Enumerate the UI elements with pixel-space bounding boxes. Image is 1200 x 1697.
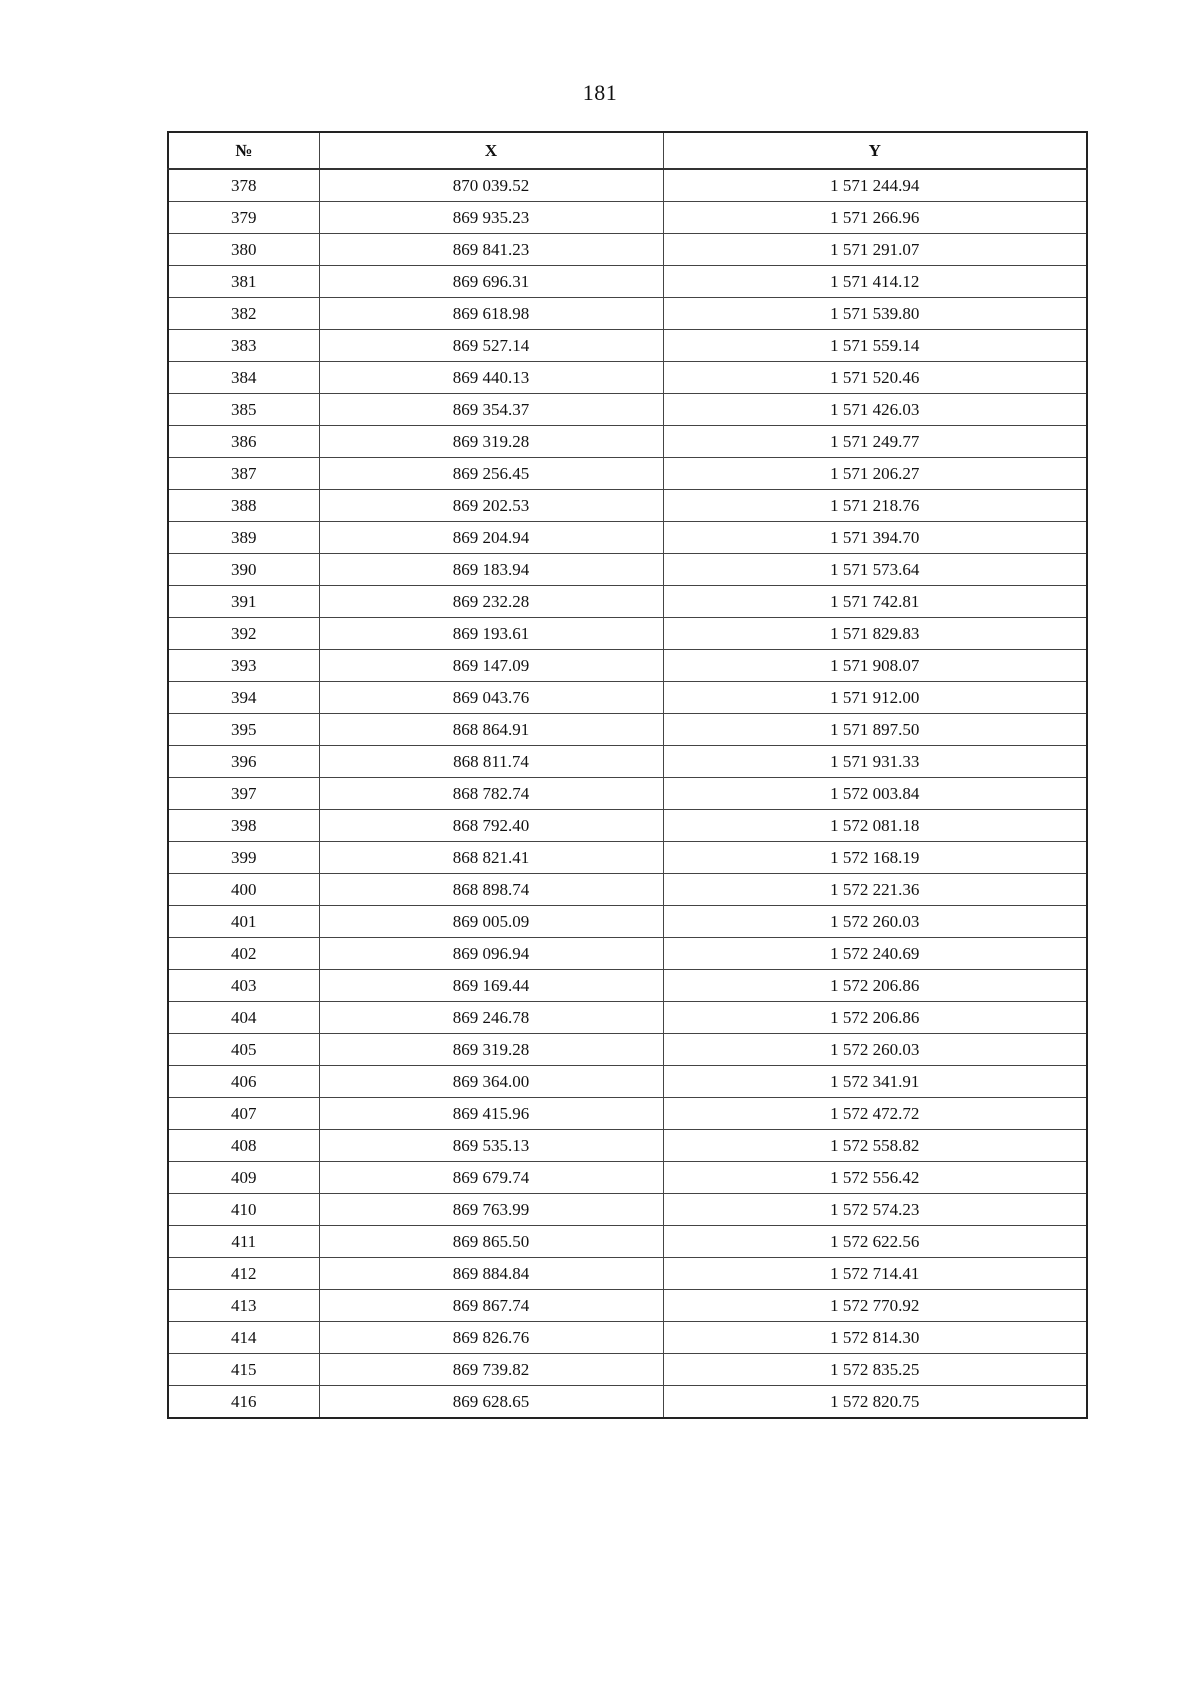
y-cell: 1 572 240.69 <box>663 938 1087 970</box>
x-cell: 869 204.94 <box>319 522 663 554</box>
row-number-cell: 408 <box>168 1130 319 1162</box>
y-cell: 1 571 908.07 <box>663 650 1087 682</box>
x-cell: 869 935.23 <box>319 202 663 234</box>
column-header-x: X <box>319 132 663 169</box>
x-cell: 869 440.13 <box>319 362 663 394</box>
table-row <box>168 1002 1087 1034</box>
row-number-cell: 396 <box>168 746 319 778</box>
table-row <box>168 1226 1087 1258</box>
table-row <box>168 1290 1087 1322</box>
y-cell: 1 572 206.86 <box>663 970 1087 1002</box>
row-number-cell: 413 <box>168 1290 319 1322</box>
x-cell: 869 096.94 <box>319 938 663 970</box>
x-cell: 868 864.91 <box>319 714 663 746</box>
table-row <box>168 650 1087 682</box>
y-cell: 1 572 770.92 <box>663 1290 1087 1322</box>
row-number-cell: 397 <box>168 778 319 810</box>
table-row <box>168 202 1087 234</box>
x-cell: 869 319.28 <box>319 1034 663 1066</box>
row-number-cell: 401 <box>168 906 319 938</box>
x-cell: 869 415.96 <box>319 1098 663 1130</box>
x-cell: 869 826.76 <box>319 1322 663 1354</box>
y-cell: 1 571 291.07 <box>663 234 1087 266</box>
row-number-cell: 411 <box>168 1226 319 1258</box>
page-number: 181 <box>582 80 618 105</box>
table-row <box>168 458 1087 490</box>
table-body <box>168 169 1087 1418</box>
y-cell: 1 572 472.72 <box>663 1098 1087 1130</box>
x-cell: 869 193.61 <box>319 618 663 650</box>
row-number-cell: 380 <box>168 234 319 266</box>
x-cell: 869 202.53 <box>319 490 663 522</box>
row-number-cell: 398 <box>168 810 319 842</box>
x-cell: 869 618.98 <box>319 298 663 330</box>
x-cell: 869 527.14 <box>319 330 663 362</box>
x-cell: 868 811.74 <box>319 746 663 778</box>
x-cell: 869 246.78 <box>319 1002 663 1034</box>
row-number-cell: 381 <box>168 266 319 298</box>
table-row <box>168 618 1087 650</box>
coordinate-table <box>167 131 1088 1419</box>
y-cell: 1 571 266.96 <box>663 202 1087 234</box>
x-cell: 869 256.45 <box>319 458 663 490</box>
table-row <box>168 1098 1087 1130</box>
y-cell: 1 572 574.23 <box>663 1194 1087 1226</box>
y-cell: 1 571 573.64 <box>663 554 1087 586</box>
y-cell: 1 572 341.91 <box>663 1066 1087 1098</box>
x-cell: 869 183.94 <box>319 554 663 586</box>
table-row <box>168 522 1087 554</box>
table-row <box>168 778 1087 810</box>
table-row <box>168 1130 1087 1162</box>
x-cell: 868 821.41 <box>319 842 663 874</box>
y-cell: 1 572 814.30 <box>663 1322 1087 1354</box>
y-cell: 1 572 168.19 <box>663 842 1087 874</box>
x-cell: 869 354.37 <box>319 394 663 426</box>
table-row <box>168 1194 1087 1226</box>
x-cell: 869 535.13 <box>319 1130 663 1162</box>
row-number-cell: 382 <box>168 298 319 330</box>
column-header-y: Y <box>663 132 1087 169</box>
row-number-cell: 415 <box>168 1354 319 1386</box>
table-row <box>168 714 1087 746</box>
y-cell: 1 571 414.12 <box>663 266 1087 298</box>
table-row <box>168 1322 1087 1354</box>
row-number-cell: 416 <box>168 1386 319 1419</box>
y-cell: 1 572 221.36 <box>663 874 1087 906</box>
x-cell: 869 884.84 <box>319 1258 663 1290</box>
row-number-cell: 402 <box>168 938 319 970</box>
row-number-cell: 389 <box>168 522 319 554</box>
table-row <box>168 1034 1087 1066</box>
y-cell: 1 572 260.03 <box>663 906 1087 938</box>
row-number-cell: 388 <box>168 490 319 522</box>
table-row <box>168 298 1087 330</box>
table-row <box>168 266 1087 298</box>
y-cell: 1 572 206.86 <box>663 1002 1087 1034</box>
y-cell: 1 572 835.25 <box>663 1354 1087 1386</box>
y-cell: 1 572 558.82 <box>663 1130 1087 1162</box>
x-cell: 869 739.82 <box>319 1354 663 1386</box>
y-cell: 1 571 249.77 <box>663 426 1087 458</box>
y-cell: 1 571 829.83 <box>663 618 1087 650</box>
table-row <box>168 490 1087 522</box>
table-row <box>168 938 1087 970</box>
row-number-cell: 407 <box>168 1098 319 1130</box>
row-number-cell: 392 <box>168 618 319 650</box>
table-row <box>168 586 1087 618</box>
y-cell: 1 571 206.27 <box>663 458 1087 490</box>
y-cell: 1 572 820.75 <box>663 1386 1087 1419</box>
x-cell: 870 039.52 <box>319 169 663 202</box>
x-cell: 868 792.40 <box>319 810 663 842</box>
x-cell: 869 867.74 <box>319 1290 663 1322</box>
table-row <box>168 1066 1087 1098</box>
table-row <box>168 682 1087 714</box>
table-row <box>168 1258 1087 1290</box>
column-header-number: № <box>168 132 319 169</box>
table-header-row <box>168 132 1087 169</box>
table-row <box>168 970 1087 1002</box>
y-cell: 1 571 742.81 <box>663 586 1087 618</box>
row-number-cell: 403 <box>168 970 319 1002</box>
table-row <box>168 362 1087 394</box>
y-cell: 1 571 218.76 <box>663 490 1087 522</box>
row-number-cell: 384 <box>168 362 319 394</box>
table-row <box>168 810 1087 842</box>
y-cell: 1 571 539.80 <box>663 298 1087 330</box>
y-cell: 1 572 003.84 <box>663 778 1087 810</box>
x-cell: 869 232.28 <box>319 586 663 618</box>
table-row <box>168 426 1087 458</box>
x-cell: 869 169.44 <box>319 970 663 1002</box>
row-number-cell: 391 <box>168 586 319 618</box>
table-row <box>168 1354 1087 1386</box>
x-cell: 869 043.76 <box>319 682 663 714</box>
y-cell: 1 572 081.18 <box>663 810 1087 842</box>
row-number-cell: 409 <box>168 1162 319 1194</box>
table-row <box>168 1162 1087 1194</box>
y-cell: 1 571 520.46 <box>663 362 1087 394</box>
x-cell: 869 865.50 <box>319 1226 663 1258</box>
y-cell: 1 571 931.33 <box>663 746 1087 778</box>
row-number-cell: 379 <box>168 202 319 234</box>
y-cell: 1 572 714.41 <box>663 1258 1087 1290</box>
row-number-cell: 395 <box>168 714 319 746</box>
row-number-cell: 404 <box>168 1002 319 1034</box>
row-number-cell: 387 <box>168 458 319 490</box>
y-cell: 1 571 394.70 <box>663 522 1087 554</box>
row-number-cell: 378 <box>168 169 319 202</box>
x-cell: 869 763.99 <box>319 1194 663 1226</box>
x-cell: 869 319.28 <box>319 426 663 458</box>
y-cell: 1 571 559.14 <box>663 330 1087 362</box>
x-cell: 868 898.74 <box>319 874 663 906</box>
table-row <box>168 330 1087 362</box>
x-cell: 869 679.74 <box>319 1162 663 1194</box>
table-row <box>168 234 1087 266</box>
x-cell: 868 782.74 <box>319 778 663 810</box>
row-number-cell: 406 <box>168 1066 319 1098</box>
row-number-cell: 393 <box>168 650 319 682</box>
table-row <box>168 906 1087 938</box>
table-row <box>168 746 1087 778</box>
table-row <box>168 842 1087 874</box>
row-number-cell: 414 <box>168 1322 319 1354</box>
y-cell: 1 571 426.03 <box>663 394 1087 426</box>
x-cell: 869 696.31 <box>319 266 663 298</box>
row-number-cell: 405 <box>168 1034 319 1066</box>
row-number-cell: 390 <box>168 554 319 586</box>
y-cell: 1 572 622.56 <box>663 1226 1087 1258</box>
row-number-cell: 383 <box>168 330 319 362</box>
row-number-cell: 400 <box>168 874 319 906</box>
row-number-cell: 399 <box>168 842 319 874</box>
table-row <box>168 554 1087 586</box>
table-row <box>168 874 1087 906</box>
x-cell: 869 628.65 <box>319 1386 663 1419</box>
table-row <box>168 394 1087 426</box>
row-number-cell: 412 <box>168 1258 319 1290</box>
y-cell: 1 571 244.94 <box>663 169 1087 202</box>
y-cell: 1 572 260.03 <box>663 1034 1087 1066</box>
x-cell: 869 841.23 <box>319 234 663 266</box>
table-row <box>168 169 1087 202</box>
row-number-cell: 385 <box>168 394 319 426</box>
y-cell: 1 571 912.00 <box>663 682 1087 714</box>
y-cell: 1 572 556.42 <box>663 1162 1087 1194</box>
y-cell: 1 571 897.50 <box>663 714 1087 746</box>
x-cell: 869 005.09 <box>319 906 663 938</box>
row-number-cell: 410 <box>168 1194 319 1226</box>
table-row <box>168 1386 1087 1419</box>
row-number-cell: 386 <box>168 426 319 458</box>
x-cell: 869 147.09 <box>319 650 663 682</box>
row-number-cell: 394 <box>168 682 319 714</box>
x-cell: 869 364.00 <box>319 1066 663 1098</box>
